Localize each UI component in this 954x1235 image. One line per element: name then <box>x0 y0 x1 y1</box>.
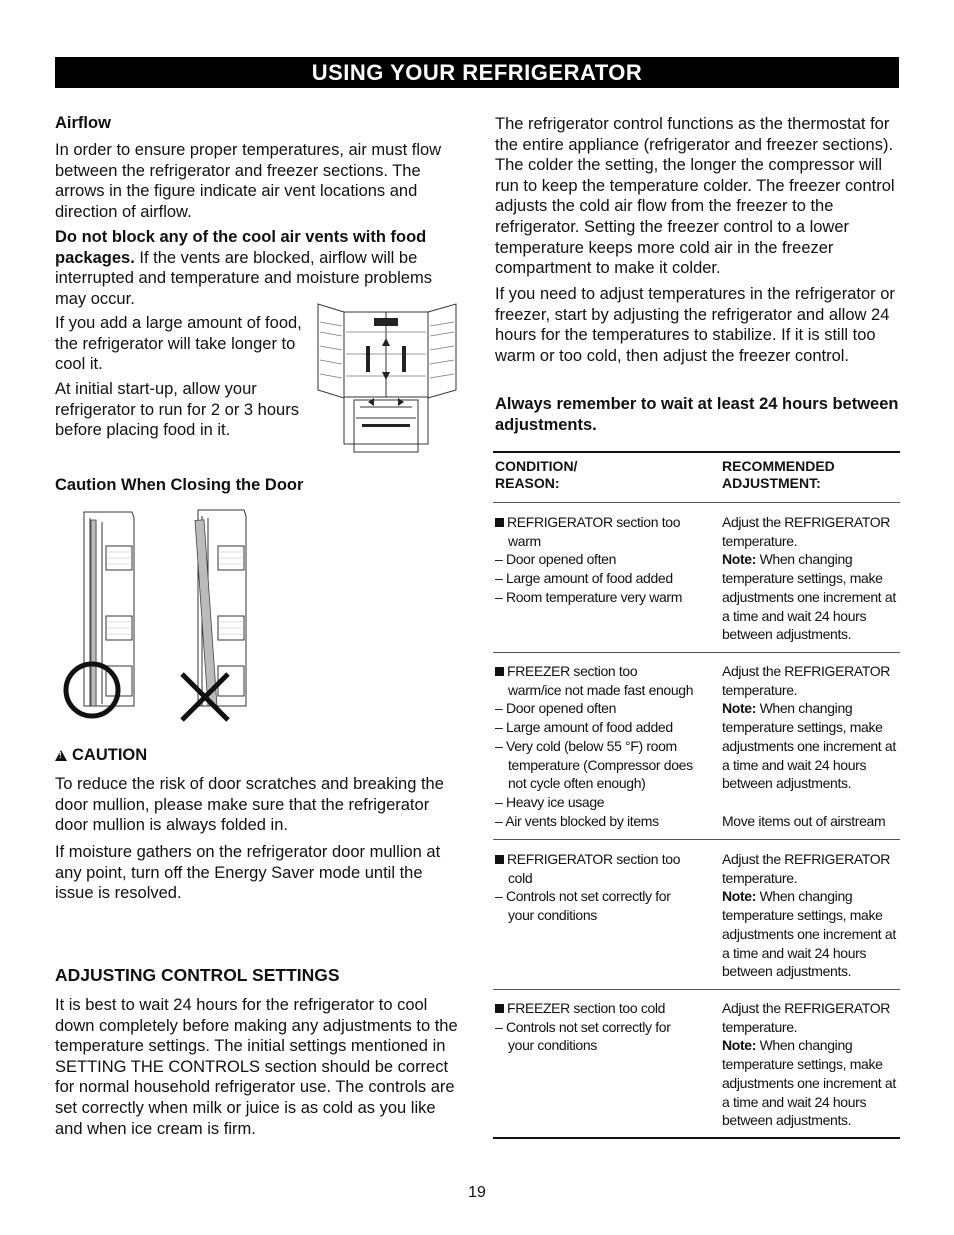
door-paragraph-1: To reduce the risk of door scratches and breaking the door mullion, please make sure that the refrigerator door mullion is always folded in. <box>55 775 444 835</box>
wrong-cross-icon <box>182 674 228 720</box>
airflow-paragraph-2 <box>55 227 460 309</box>
airflow-paragraph-1: In order to ensure proper temperatures, air must flow between the refrigerator and freezer sections. The arrows in the figure indicate air vent locations and direction of airflow. <box>55 141 442 221</box>
airflow-warning-bold: Do not block any of the cool air vents with food packages. <box>55 228 427 267</box>
caution-label-text: CAUTION <box>72 746 148 764</box>
airflow-paragraph-4: At initial start-up, allow your refrigerator to run for 2 or 3 hours before placing food in it. <box>55 380 299 440</box>
row-adjustment: Adjust the REFRIGERATOR temperature. Note: When changing temperature settings, make adjustments one increment at a time and wait 24 hours between adjustments. <box>722 851 896 980</box>
row-condition: REFRIGERATOR section too warm – Door opened often – Large amount of food added – Room temperature very warm <box>495 514 683 605</box>
adjusting-paragraph: It is best to wait 24 hours for the refrigerator to cool down completely before making any adjustments to the temperature settings. The initial settings mentioned in SETTING THE CONTROLS section should be correct for normal household refrigerator use. The controls are set correctly when milk or juice is as cold as you like and when ice cream is firm. <box>55 996 458 1138</box>
header-condition: CONDITION/ REASON: <box>495 458 578 491</box>
airflow-heading: Airflow <box>55 114 111 132</box>
bullet-square-icon <box>495 855 504 864</box>
caution-label <box>55 746 460 765</box>
bullet-square-icon <box>495 518 504 527</box>
row-divider <box>493 839 900 840</box>
row-condition: FREEZER section too warm/ice not made fast enough – Door opened often – Large amount of food added – Very cold (below 55 °F) room temperature (Compressor does not cycle often enough) – Heavy ice usage – Air vents blocked by items <box>495 663 694 829</box>
row-condition: FREEZER section too cold – Controls not set correctly for your conditions <box>495 1000 671 1054</box>
control-reminder: Always remember to wait at least 24 hours between adjustments. <box>495 395 899 434</box>
airflow-paragraph-3: If you add a large amount of food, the refrigerator will take longer to cool it. <box>55 314 302 374</box>
airflow-warning-rest: If the vents are blocked, airflow will be interrupted and temperature and moisture problems may occur. <box>55 248 432 308</box>
bullet-square-icon <box>495 1004 504 1013</box>
page-banner: USING YOUR REFRIGERATOR <box>55 57 899 88</box>
door-mullion-illustration <box>62 506 262 726</box>
table-top-rule <box>493 451 900 453</box>
warning-triangle-icon <box>55 750 67 761</box>
table-header-rule <box>493 502 900 503</box>
row-adjustment: Adjust the REFRIGERATOR temperature. Note: When changing temperature settings, make adjustments one increment at a time and wait 24 hours between adjustments. <box>722 1000 896 1129</box>
row-divider <box>493 652 900 653</box>
bullet-square-icon <box>495 667 504 676</box>
row-adjustment: Adjust the REFRIGERATOR temperature. Note: When changing temperature settings, make adjustments one increment at a time and wait 24 hours between adjustments. Move items out of airstream <box>722 663 896 829</box>
row-condition: REFRIGERATOR section too cold – Controls not set correctly for your conditions <box>495 851 681 924</box>
control-paragraph-2: If you need to adjust temperatures in the refrigerator or freezer, start by adjusting the refrigerator and allow 24 hours for the temperatures to stabilize. If it is still too warm or too cold, then adjust the freezer control. <box>495 285 895 365</box>
row-divider <box>493 989 900 990</box>
door-paragraph-2: If moisture gathers on the refrigerator door mullion at any point, turn off the Energy Saver mode until the issue is resolved. <box>55 843 441 903</box>
table-bottom-rule <box>493 1137 900 1139</box>
adjusting-heading: ADJUSTING CONTROL SETTINGS <box>55 965 340 985</box>
header-adjustment: RECOMMENDED ADJUSTMENT: <box>722 458 835 491</box>
airflow-illustration <box>310 302 460 457</box>
page-number: 19 <box>468 1184 486 1201</box>
door-caution-heading: Caution When Closing the Door <box>55 476 304 494</box>
control-paragraph-1: The refrigerator control functions as the thermostat for the entire appliance (refrigerator and freezer sections). The colder the setting, the longer the compressor will run to keep the temperature colder. The freezer control adjusts the cold air flow from the freezer to the refrigerator. Setting the freezer control to a lower temperature keeps more cold air in the freezer compartment to make it colder. <box>495 115 895 278</box>
row-adjustment: Adjust the REFRIGERATOR temperature. Note: When changing temperature settings, make adjustments one increment at a time and wait 24 hours between adjustments. <box>722 514 896 643</box>
